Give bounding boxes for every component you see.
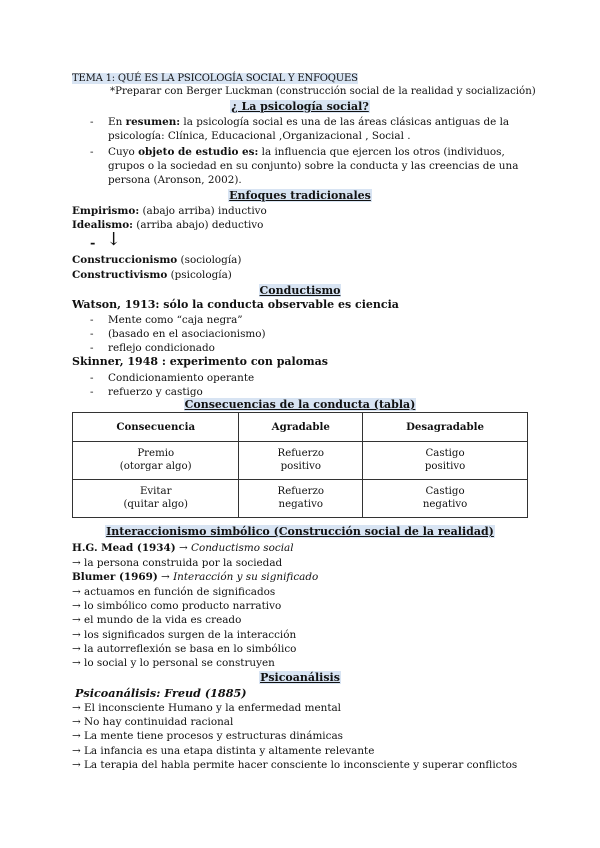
arrow-icon: → xyxy=(72,600,81,612)
freud-line: → No hay continuidad racional xyxy=(72,716,234,728)
blumer-sub-line: → los significados surgen de la interacción xyxy=(72,629,297,641)
bullet-resumen: - En resumen: la psicología social es una de las áreas clásicas antiguas de la psicología: Clínica, Educacional ,Organizacional , Social . xyxy=(90,116,510,143)
prep-note: *Preparar con Berger Luckman (construcción social de la realidad y socialización) xyxy=(110,86,536,97)
dash-mark: - xyxy=(90,236,96,251)
consequences-table xyxy=(72,412,528,518)
freud-line: → La infancia es una etapa distinta y altamente relevante xyxy=(72,745,375,757)
table-header-cell: Desagradable xyxy=(363,413,528,442)
blumer-line: Blumer (1969) → Interacción y su significado xyxy=(72,571,319,583)
section-heading-conductismo: Conductismo xyxy=(259,284,341,297)
table-header-cell: Agradable xyxy=(239,413,363,442)
document-page: TEMA 1: QUÉ ES LA PSICOLOGÍA SOCIAL Y ENFOQUES *Preparar con Berger Luckman (construcción social de la realidad y socialización) ¿ La psicología social? - En resumen: la psicología social es una de las áreas clásicas antiguas de la psicología: Clínica, Educacional ,Organizacional , Social . - Cuyo objeto de estudio es: la influencia que ejercen los otros (individuos, grupos o la sociedad en su conjunto) sobre la conducta y las creencias de una persona (Aronson, 2002). Enfoques tradicionales Empirismo: (abajo arriba) inductivo Idealismo: (arriba abajo) deductivo - ↓ Construccionismo (sociología) Constructivismo (psicología) Conductismo Watson, 1913: sólo la conducta observable es ciencia - Mente como “caja negra” - (basado en el asociacionismo) - reflejo condicionado Skinner, 1948 : experimento con palomas - Condicionamiento operante - refuerzo y castigo Consecuencias de la conducta (tabla) Consecuencia Agradable Desagradable Premio (otorgar algo) Refuerzo positivo Castigo positivo Evitar (quitar algo) Refuerzo negativo Castigo negativo Interaccionismo simbólico (Construcción social de la realidad) H.G. Mead (1934) → Conductismo social → la persona construida por la sociedad Blumer (1969) → Interacción y su significado → actuamos en función de significados → lo simbólico como producto narrativo → el mundo de la vida es creado → los significados surgen de la interacción → la autorreflexión se basa en lo simbólico → lo social y lo personal se construyen Psicoanálisis Psicoanálisis: Freud (1885) → El inconsciente Humano y la enfermedad mental → No hay continuidad racional → La mente tiene procesos y estructuras dinámicas → La infancia es una etapa distinta y altamente relevante → La terapia del habla permite hacer consciente lo inconsciente y superar conflictos xyxy=(0,0,600,848)
blumer-sub-line: → actuamos en función de significados xyxy=(72,586,276,598)
table-header-cell: Consecuencia xyxy=(73,413,239,442)
freud-line: → El inconsciente Humano y la enfermedad mental xyxy=(72,702,342,714)
arrow-icon: → xyxy=(72,657,81,669)
blumer-sub-line: → lo simbólico como producto narrativo xyxy=(72,600,282,612)
table-header-row xyxy=(73,413,528,442)
arrow-icon: → xyxy=(72,629,81,641)
table-row xyxy=(73,442,528,480)
constructivismo-line: Constructivismo (psicología) xyxy=(72,269,232,281)
arrow-icon: → xyxy=(72,759,81,771)
idealismo-line: Idealismo: (arriba abajo) deductivo xyxy=(72,219,264,231)
table-cell: Castigo positivo xyxy=(363,442,528,480)
freud-line: → La mente tiene procesos y estructuras dinámicas xyxy=(72,730,343,742)
section-heading-enfoques: Enfoques tradicionales xyxy=(229,189,371,202)
arrow-icon: → xyxy=(72,557,81,569)
bullet-objeto-estudio: - Cuyo objeto de estudio es: la influencia que ejercen los otros (individuos, grupos o la sociedad en su conjunto) sobre la conducta y las creencias de una persona (Aronson, 2002). xyxy=(90,146,519,187)
arrow-icon: → xyxy=(72,643,81,655)
arrow-icon: → xyxy=(72,745,81,757)
watson-line: Watson, 1913: sólo la conducta observable es ciencia xyxy=(72,298,399,311)
table-cell: Premio (otorgar algo) xyxy=(73,442,239,480)
arrow-icon: → xyxy=(72,614,81,626)
blumer-sub-line: → lo social y lo personal se construyen xyxy=(72,657,275,669)
section-heading-psicoanalisis: Psicoanálisis xyxy=(260,671,340,684)
mead-line: H.G. Mead (1934) → Conductismo social xyxy=(72,542,294,554)
mead-sub-line: → la persona construida por la sociedad xyxy=(72,557,283,569)
skinner-line: Skinner, 1948 : experimento con palomas xyxy=(72,355,328,368)
section-heading-psicologia-social: ¿ La psicología social? xyxy=(231,100,369,113)
arrow-icon: → xyxy=(72,730,81,742)
arrow-icon: → xyxy=(72,716,81,728)
table-row xyxy=(73,480,528,518)
down-arrow-icon: ↓ xyxy=(106,229,122,250)
freud-heading: Psicoanálisis: Freud (1885) xyxy=(75,686,247,700)
table-cell: Refuerzo negativo xyxy=(239,480,363,518)
table-cell: Refuerzo positivo xyxy=(239,442,363,480)
section-heading-interaccionismo: Interaccionismo simbólico (Construcción social de la realidad) xyxy=(106,525,494,538)
table-cell: Castigo negativo xyxy=(363,480,528,518)
blumer-sub-line: → el mundo de la vida es creado xyxy=(72,614,242,626)
blumer-sub-line: → la autorreflexión se basa en lo simbólico xyxy=(72,643,297,655)
arrow-icon: → xyxy=(72,586,81,598)
table-cell: Evitar (quitar algo) xyxy=(73,480,239,518)
construccionismo-line: Construccionismo (sociología) xyxy=(72,254,242,266)
empirismo-line: Empirismo: (abajo arriba) inductivo xyxy=(72,205,267,217)
title-text: TEMA 1: QUÉ ES LA PSICOLOGÍA SOCIAL Y ENFOQUES xyxy=(72,73,358,84)
table-heading: Consecuencias de la conducta (tabla) xyxy=(184,398,416,411)
freud-line: → La terapia del habla permite hacer consciente lo inconsciente y superar conflictos xyxy=(72,759,518,771)
arrow-icon: → xyxy=(72,702,81,714)
